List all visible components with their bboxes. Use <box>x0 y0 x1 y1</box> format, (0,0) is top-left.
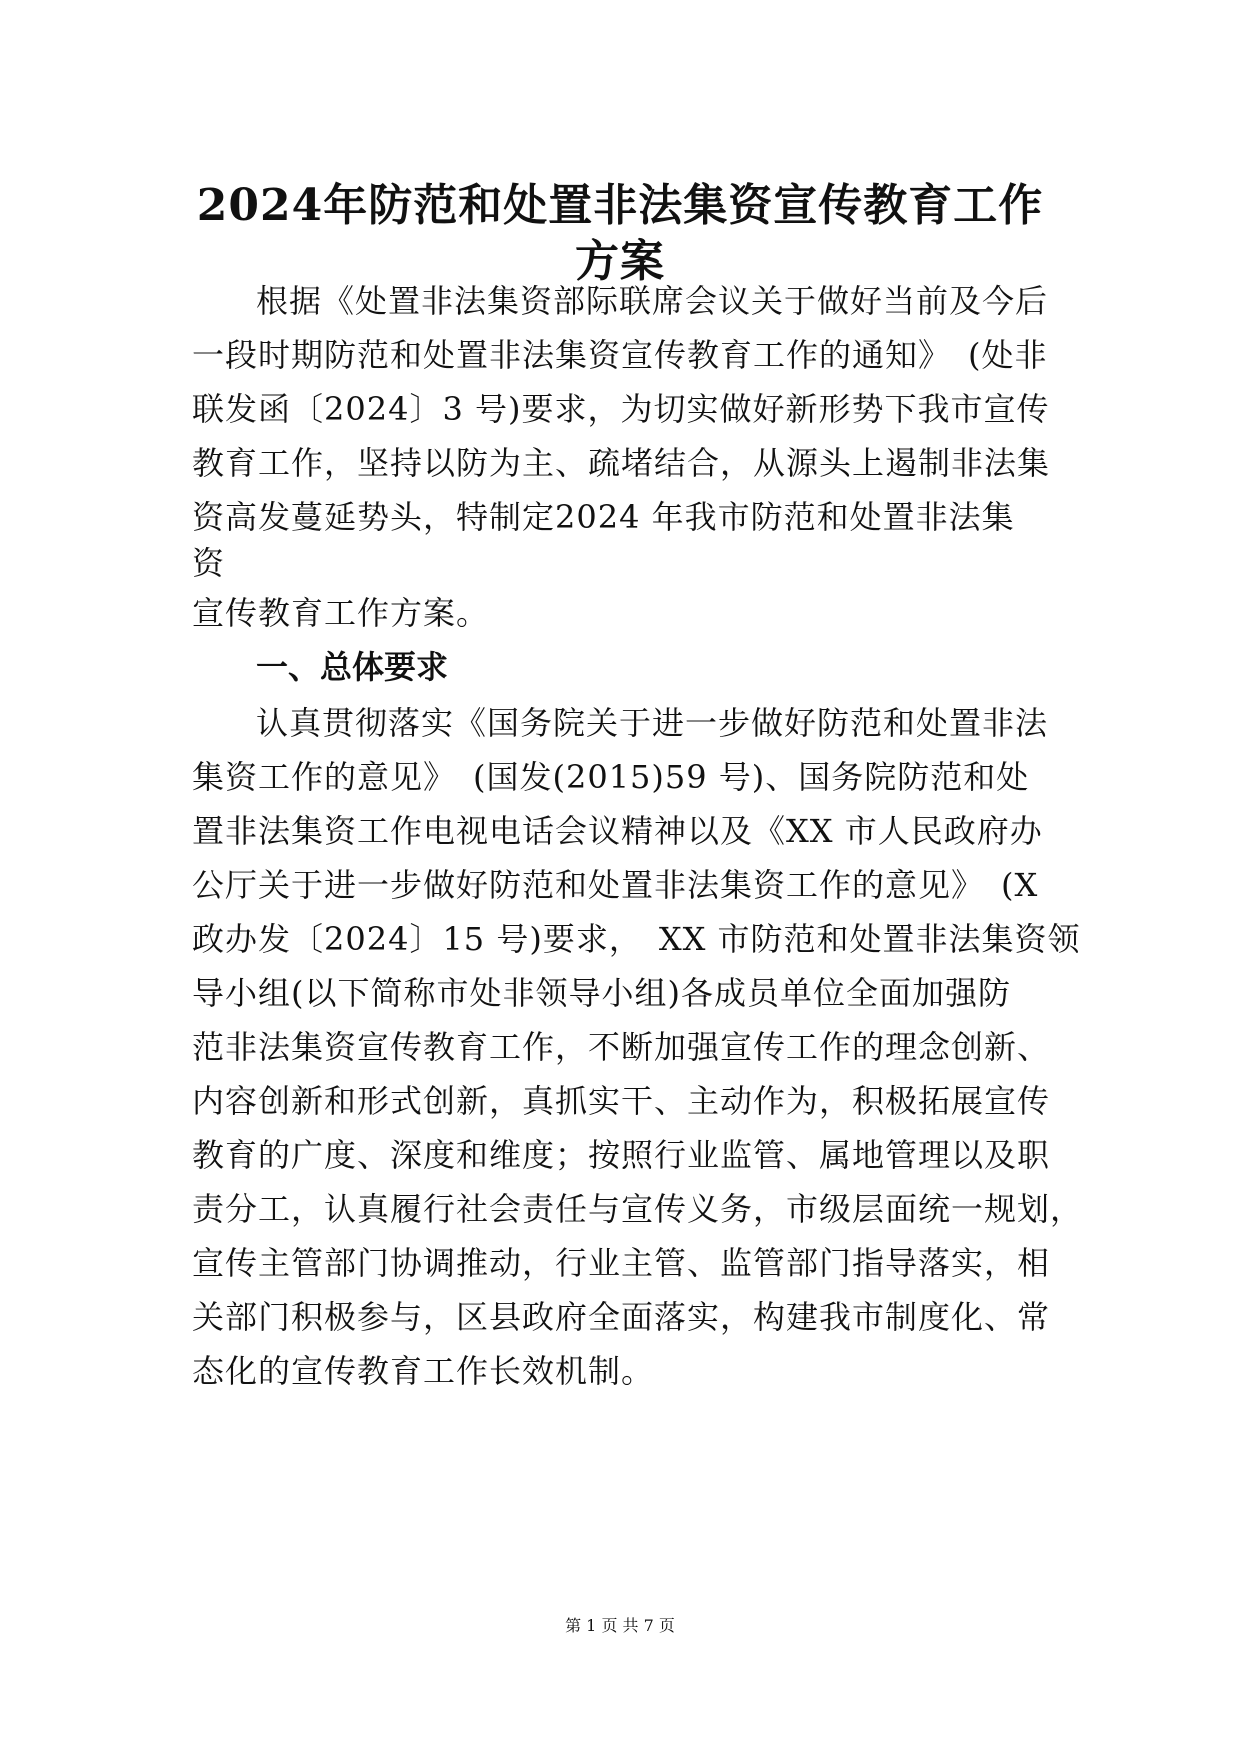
document-title-line-2: 方案 <box>575 236 665 287</box>
section-1-line-9: 教育的广度、深度和维度；按照行业监管、属地管理以及职 <box>192 1136 1051 1174</box>
intro-line-7: 宣传教育工作方案。 <box>192 594 490 632</box>
document-title-line-1: 2024年防范和处置非法集资宣传教育工作 <box>196 180 1044 231</box>
section-1-heading: 一、总体要求 <box>256 648 449 686</box>
section-1-line-10: 责分工，认真履行社会责任与宣传义务，市级层面统一规划， <box>192 1190 1084 1228</box>
intro-line-2: 一段时期防范和处置非法集资宣传教育工作的通知》 (处非 <box>192 336 1048 374</box>
page-number-footer: 第 1 页 共 7 页 <box>565 1616 675 1635</box>
section-1-line-5: 政办发〔2024〕15 号)要求， XX 市防范和处置非法集资领 <box>192 920 1081 958</box>
intro-line-3: 联发函〔2024〕3 号)要求，为切实做好新形势下我市宣传 <box>192 390 1050 428</box>
section-1-line-3: 置非法集资工作电视电话会议精神以及《XX 市人民政府办 <box>192 812 1043 850</box>
intro-line-5: 资高发蔓延势头，特制定2024 年我市防范和处置非法集 <box>192 498 1015 536</box>
section-1-line-1: 认真贯彻落实《国务院关于进一步做好防范和处置非法 <box>256 704 1049 742</box>
intro-line-6: 资 <box>192 544 226 582</box>
section-1-line-13: 态化的宣传教育工作长效机制。 <box>192 1352 655 1390</box>
intro-line-4: 教育工作，坚持以防为主、疏堵结合，从源头上遏制非法集 <box>192 444 1051 482</box>
section-1-line-7: 范非法集资宣传教育工作，不断加强宣传工作的理念创新、 <box>192 1028 1051 1066</box>
section-1-line-11: 宣传主管部门协调推动，行业主管、监管部门指导落实，相 <box>192 1244 1051 1282</box>
section-1-line-2: 集资工作的意见》 (国发(2015)59 号)、国务院防范和处 <box>192 758 1030 796</box>
section-1-line-4: 公厅关于进一步做好防范和处置非法集资工作的意见》 (X <box>192 866 1039 904</box>
section-1-line-6: 导小组(以下简称市处非领导小组)各成员单位全面加强防 <box>192 974 1011 1012</box>
intro-line-1: 根据《处置非法集资部际联席会议关于做好当前及今后 <box>256 282 1049 320</box>
section-1-line-8: 内容创新和形式创新，真抓实干、主动作为，积极拓展宣传 <box>192 1082 1051 1120</box>
section-1-line-12: 关部门积极参与，区县政府全面落实，构建我市制度化、常 <box>192 1298 1051 1336</box>
